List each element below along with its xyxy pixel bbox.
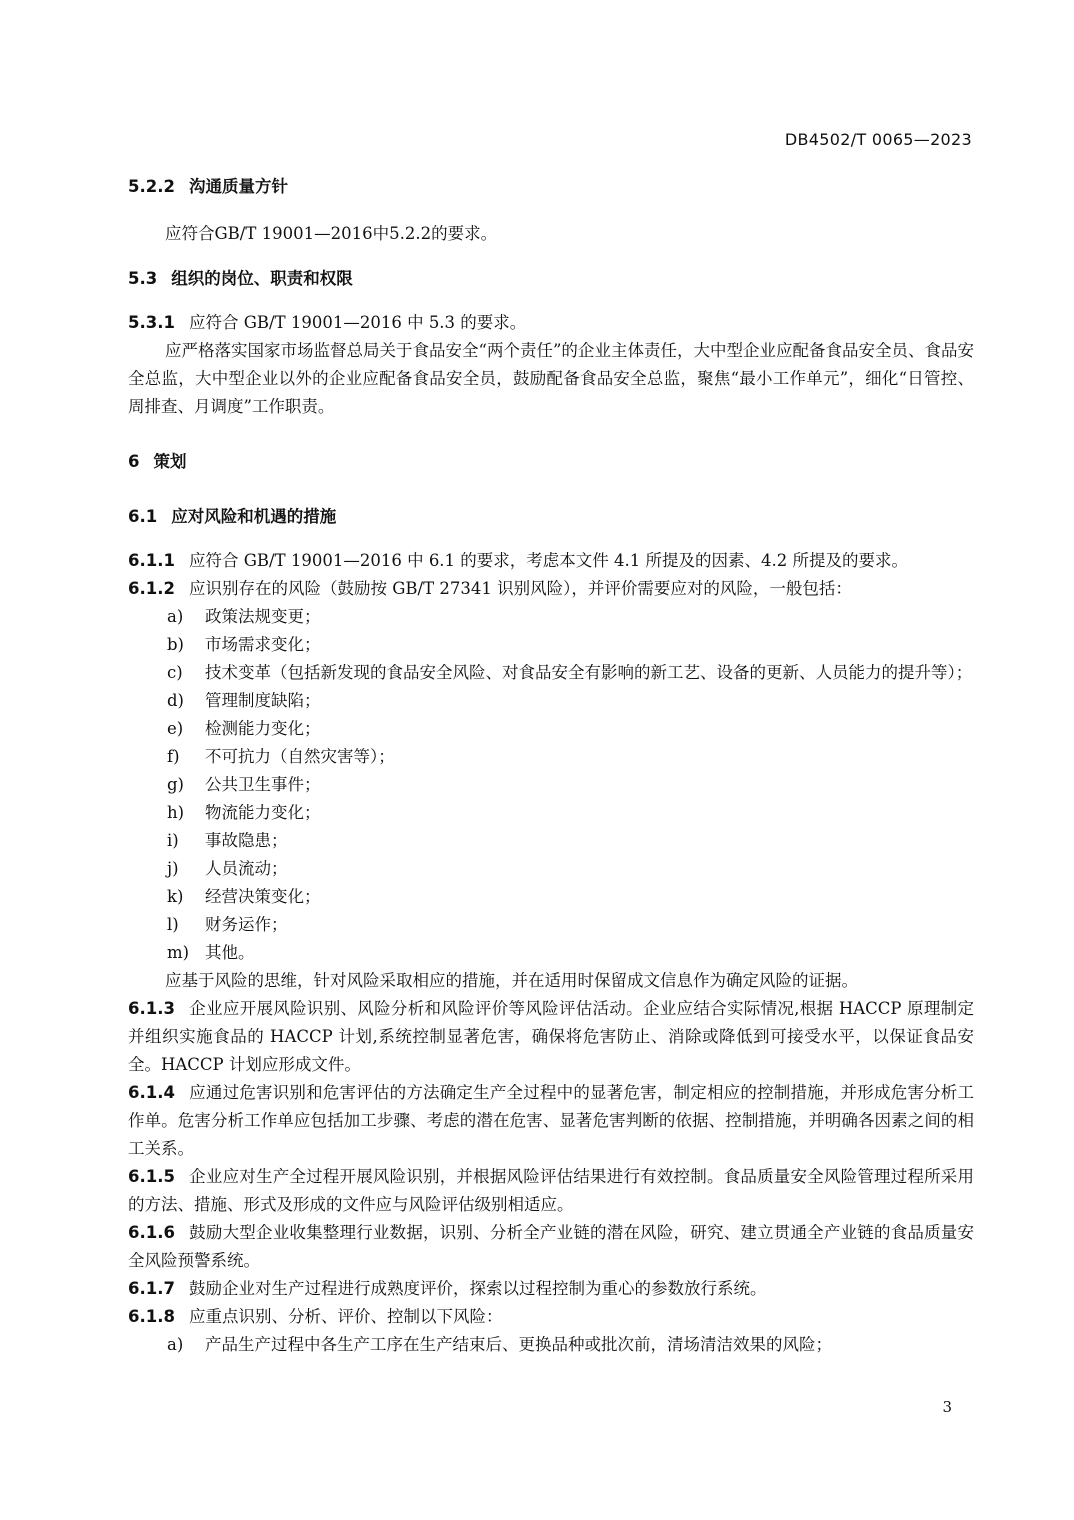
list-text: 人员流动； <box>205 859 288 878</box>
list-label: l) <box>167 915 179 934</box>
list-text: 财务运作； <box>205 915 288 934</box>
list-item <box>128 911 974 939</box>
clause-text: 应通过危害识别和危害评估的方法确定生产全过程中的显著危害，制定相应的控制措施，并形成危害分析工作单。危害分析工作单应包括加工步骤、考虑的潜在危害、显著危害判断的依据、控制措施，并明确各因素之间的相工关系。 <box>128 1083 974 1158</box>
clause <box>128 1303 974 1331</box>
list-text: 市场需求变化； <box>205 635 321 654</box>
list-label: e) <box>167 719 184 738</box>
clause-text: 应重点识别、分析、评价、控制以下风险： <box>188 1307 503 1326</box>
list-label: b) <box>167 635 184 654</box>
clause-text: 企业应开展风险识别、风险分析和风险评价等风险评估活动。企业应结合实际情况,根据 HACCP 原理制定并组织实施食品的 HACCP 计划,系统控制显著危害，确保将危害防止、消除或降低到可接受水平，以保证食品安全。HACCP 计划应形成文件。 <box>128 999 974 1074</box>
clause-number: 6.1.4 <box>128 1083 175 1102</box>
list-label: d) <box>167 691 184 710</box>
section-number: 6.1 <box>128 507 158 526</box>
list-label: c) <box>167 663 183 682</box>
clause-text: 鼓励企业对生产过程进行成熟度评价，探索以过程控制为重心的参数放行系统。 <box>188 1279 767 1298</box>
clause <box>128 995 974 1079</box>
document-body <box>128 170 974 1359</box>
list-item <box>128 883 974 911</box>
list-label: k) <box>167 887 184 906</box>
list-label: f) <box>167 747 180 766</box>
paragraph: 应符合GB/T 19001—2016中5.2.2的要求。 <box>165 224 498 243</box>
page-number: 3 <box>942 1398 952 1416</box>
section-heading <box>128 265 974 293</box>
clause-number: 6.1.2 <box>128 579 175 598</box>
clause <box>128 1163 974 1219</box>
list-label: g) <box>167 775 184 794</box>
clause <box>128 1219 974 1275</box>
clause-text: 应符合 GB/T 19001—2016 中 5.3 的要求。 <box>188 313 527 332</box>
clause <box>128 309 974 337</box>
clause <box>128 1275 974 1303</box>
clause-text: 鼓励大型企业收集整理行业数据，识别、分析全产业链的潜在风险，研究、建立贯通全产业链的食品质量安全风险预警系统。 <box>128 1223 974 1270</box>
section-heading <box>128 503 974 531</box>
section-title: 组织的岗位、职责和权限 <box>171 269 353 288</box>
list-label: i) <box>167 831 179 850</box>
list-item <box>128 771 974 799</box>
clause-number: 5.3.1 <box>128 313 175 332</box>
list-text: 检测能力变化； <box>205 719 321 738</box>
list-item <box>128 631 974 659</box>
paragraph: 应基于风险的思维，针对风险采取相应的措施，并在适用时保留成文信息作为确定风险的证据。 <box>165 971 858 990</box>
list-text: 其他。 <box>205 943 255 962</box>
list-text: 公共卫生事件； <box>205 775 321 794</box>
section-heading <box>128 173 974 201</box>
clause <box>128 575 974 603</box>
list-text: 产品生产过程中各生产工序在生产结束后、更换品种或批次前，清场清洁效果的风险； <box>205 1335 832 1354</box>
clause-text: 应识别存在的风险（鼓励按 GB/T 27341 识别风险），并评价需要应对的风险，一般包括： <box>188 579 852 598</box>
list-item <box>128 827 974 855</box>
list-text: 政策法规变更； <box>205 607 321 626</box>
chapter-heading <box>128 448 974 476</box>
paragraph: 应严格落实国家市场监督总局关于食品安全“两个责任”的企业主体责任，大中型企业应配备食品安全员、食品安全总监，大中型企业以外的企业应配备食品安全员，鼓励配备食品安全总监，聚焦“最小工作单元”，细化“日管控、周排查、月调度”工作职责。 <box>128 341 974 416</box>
clause <box>128 547 974 575</box>
list-text: 管理制度缺陷； <box>205 691 321 710</box>
list-text: 不可抗力（自然灾害等）； <box>205 747 395 766</box>
list-label: j) <box>167 859 179 878</box>
section-number: 5.3 <box>128 269 158 288</box>
list-item <box>128 659 974 687</box>
clause-number: 6.1.6 <box>128 1223 175 1242</box>
list-item <box>128 687 974 715</box>
list-text: 物流能力变化； <box>205 803 321 822</box>
list-label: m) <box>167 943 190 962</box>
list-text: 经营决策变化； <box>205 887 321 906</box>
list-text: 事故隐患； <box>205 831 288 850</box>
clause <box>128 1079 974 1163</box>
list-item <box>128 603 974 631</box>
clause-number: 6.1.8 <box>128 1307 175 1326</box>
list-item <box>128 939 974 967</box>
chapter-number: 6 <box>128 452 140 471</box>
clause-number: 6.1.5 <box>128 1167 175 1186</box>
section-title: 应对风险和机遇的措施 <box>171 507 337 526</box>
list-item <box>128 1331 974 1359</box>
clause-number: 6.1.3 <box>128 999 175 1018</box>
chapter-title: 策划 <box>153 452 187 471</box>
document-code-header: DB4502/T 0065—2023 <box>784 130 972 149</box>
clause-text: 企业应对生产全过程开展风险识别，并根据风险评估结果进行有效控制。食品质量安全风险管理过程所采用的方法、措施、形式及形成的文件应与风险评估级别相适应。 <box>128 1167 974 1214</box>
list-item <box>128 715 974 743</box>
section-title: 沟通质量方针 <box>188 177 288 196</box>
list-label: h) <box>167 803 185 822</box>
list-item <box>128 855 974 883</box>
list-item <box>128 743 974 771</box>
list-item <box>128 799 974 827</box>
section-number: 5.2.2 <box>128 177 175 196</box>
list-label: a) <box>167 607 184 626</box>
list-label: a) <box>167 1335 184 1354</box>
clause-number: 6.1.1 <box>128 551 175 570</box>
list-text: 技术变革（包括新发现的食品安全风险、对食品安全有影响的新工艺、设备的更新、人员能力的提升等）； <box>205 663 973 682</box>
clause-number: 6.1.7 <box>128 1279 175 1298</box>
clause-text: 应符合 GB/T 19001—2016 中 6.1 的要求，考虑本文件 4.1 所提及的因素、4.2 所提及的要求。 <box>188 551 909 570</box>
